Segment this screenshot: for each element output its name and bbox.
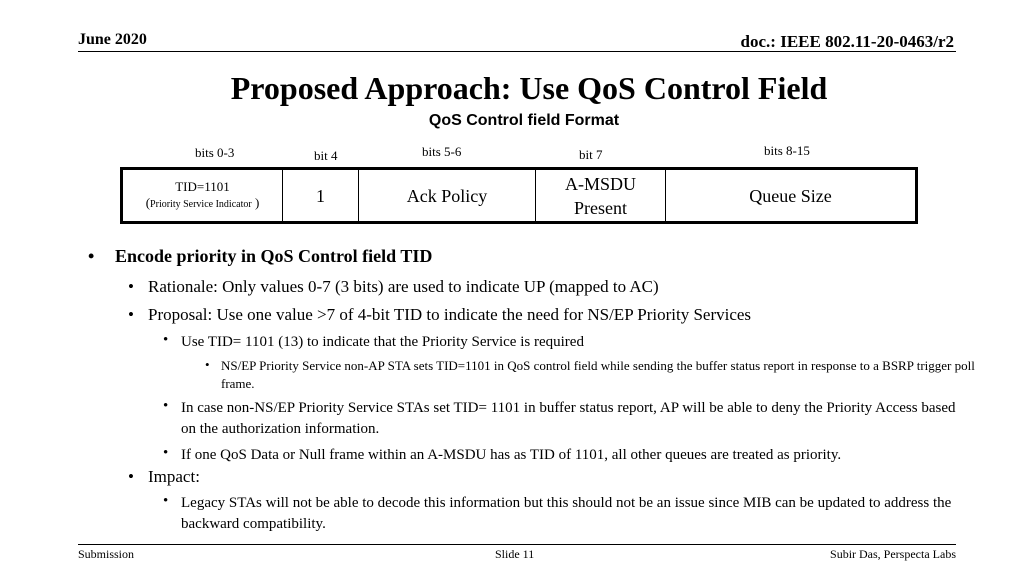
- bullet-main-text: Encode priority in QoS Control field TID: [115, 246, 433, 266]
- cell-tid-value: TID=1101: [175, 178, 230, 194]
- header-date: June 2020: [78, 31, 147, 48]
- bullet-use-tid-text: Use TID= 1101 (13) to indicate that the Priority Service is required: [181, 334, 584, 350]
- bullet-non-nsep-text: In case non-NS/EP Priority Service STAs set TID= 1101 in buffer status report, AP will be able to deny the Priority Access based on the authorization information.: [181, 400, 956, 437]
- bullet-impact-text: Impact:: [148, 467, 200, 486]
- cell-ack-policy: Ack Policy: [359, 170, 536, 221]
- bullet-glyph: •: [128, 305, 134, 324]
- footer-slide-number: Slide 11: [495, 547, 535, 561]
- cell-amsdu-line2: Present: [574, 197, 627, 218]
- footer-divider: [78, 544, 956, 545]
- cell-tid-note: Priority Service Indicator: [150, 198, 252, 210]
- bullet-amsdu-rule-text: If one QoS Data or Null frame within an A-MSDU has as TID of 1101, all other queues are treated as priority.: [181, 447, 842, 463]
- bullet-proposal-text: Proposal: Use one value >7 of 4-bit TID to indicate the need for NS/EP Priority Services: [148, 305, 752, 324]
- cell-bit4: 1: [283, 170, 359, 221]
- bullet-rationale-text: Rationale: Only values 0-7 (3 bits) are used to indicate UP (mapped to AC): [148, 277, 659, 296]
- bit-label-4: bit 4: [314, 148, 338, 163]
- cell-tid-paren-open: (: [145, 194, 151, 210]
- bullet-nsep-sta-text: NS/EP Priority Service non-AP STA sets TID=1101 in QoS control field while sending the buffer status report in response to a BSRP trigger poll frame.: [221, 358, 975, 391]
- cell-tid-note-line: [146, 195, 260, 213]
- slide-title: Proposed Approach: Use QoS Control Field: [230, 70, 828, 106]
- bullet-glyph: •: [205, 357, 210, 372]
- cell-tid-paren-close: ): [251, 194, 260, 210]
- footer-submission: Submission: [78, 547, 135, 561]
- footer-author: Subir Das, Perspecta Labs: [830, 547, 956, 561]
- bullet-glyph: •: [163, 398, 169, 414]
- bit-label-0-3: bits 0-3: [195, 145, 235, 160]
- bullet-glyph: •: [88, 246, 95, 266]
- header-divider: [78, 51, 956, 52]
- cell-amsdu-present: [536, 170, 666, 221]
- header-doc-id: doc.: IEEE 802.11-20-0463/r2: [740, 32, 954, 51]
- bullet-glyph: •: [163, 493, 169, 509]
- qos-control-field-diagram: [120, 167, 918, 224]
- bullet-legacy-text: Legacy STAs will not be able to decode this information but this should not be an issue since MIB can be updated to address the backward compatibility.: [181, 495, 952, 532]
- bullet-glyph: •: [128, 467, 134, 486]
- bit-label-7: bit 7: [579, 147, 603, 162]
- cell-tid: [123, 170, 283, 221]
- diagram-subtitle: QoS Control field Format: [428, 112, 620, 129]
- cell-queue-size: Queue Size: [749, 185, 832, 206]
- cell-amsdu-line1: A-MSDU: [564, 173, 636, 194]
- bullet-glyph: •: [163, 332, 169, 348]
- bit-label-8-15: bits 8-15: [764, 143, 810, 158]
- bit-label-5-6: bits 5-6: [422, 144, 462, 159]
- bullet-glyph: •: [163, 445, 169, 461]
- bullet-glyph: •: [128, 277, 134, 296]
